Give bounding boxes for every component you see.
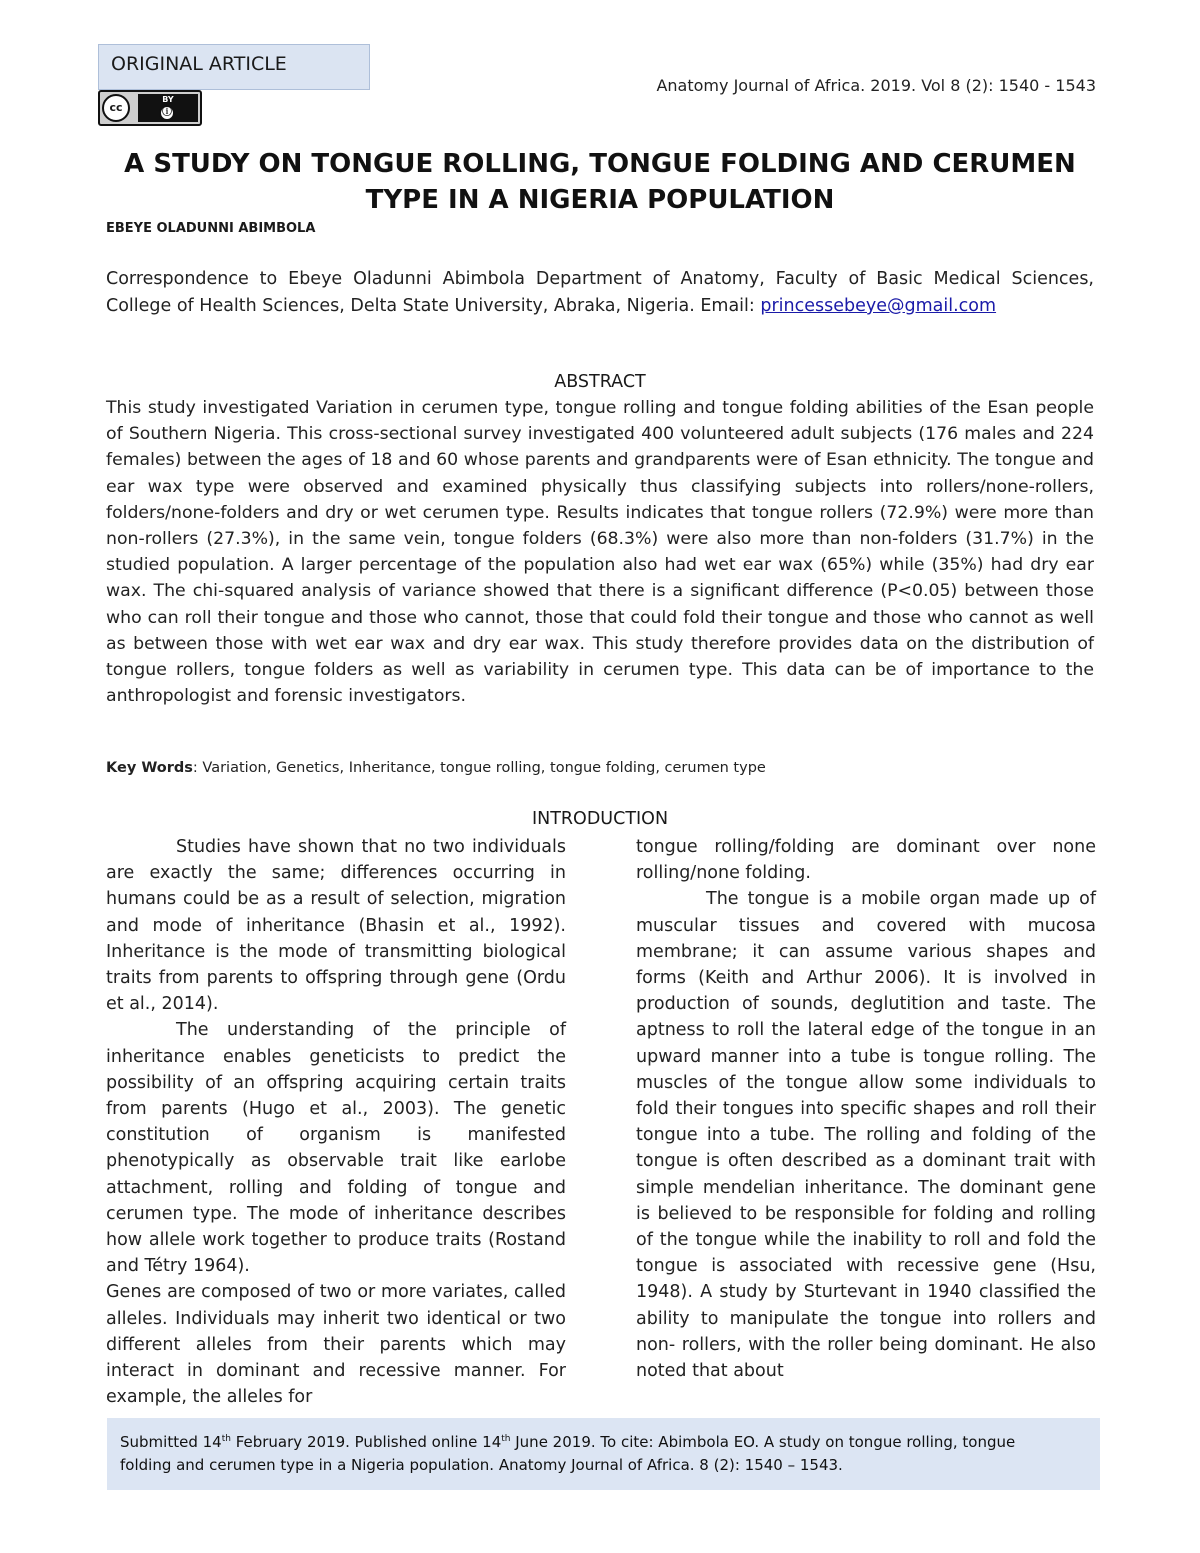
intro-paragraph-2: The understanding of the principle of inheritance enables geneticists to predict the possibility of an offspring acquiring certain traits from parents (Hugo et al., 2003). The genetic constitution of organism is manifested phenotypically as observable trait like earlobe attachment, rolling and folding of tongue and cerumen type. The mode of inheritance describes how allele work together to produce traits (Rostand and Tétry 1964). [106, 1020, 566, 1277]
cc-by-license-icon [98, 90, 202, 126]
keywords-text: Variation, Genetics, Inheritance, tongue rolling, tongue folding, cerumen type [202, 760, 766, 776]
intro-paragraph-5: The tongue is a mobile organ made up of muscular tissues and covered with mucosa membrane; it can assume various shapes and forms (Keith and Arthur 2006). It is involved in production of sounds, deglutition and taste. The aptness to roll the lateral edge of the tongue in an upward manner into a tube is tongue rolling. The muscles of the tongue allow some individuals to fold their tongues into specific shapes and roll their tongue into a tube. The rolling and folding of the tongue is often described as a dominant trait with simple mendelian inheritance. The dominant gene is believed to be responsible for folding and rolling of the tongue while the inability to roll and fold the tongue is associated with recessive gene (Hsu, 1948). A study by Sturtevant in 1940 classified the ability to manipulate the tongue into rollers and non- rollers, with the roller being dominant. He also noted that about [636, 889, 1096, 1382]
introduction-heading: INTRODUCTION [531, 809, 669, 829]
person-icon: ⓘ [159, 105, 175, 121]
author-name: EBEYE OLADUNNI ABIMBOLA [106, 221, 316, 236]
abstract-text: This study investigated Variation in cerumen type, tongue rolling and tongue folding abilities of the Esan people of Southern Nigeria. This cross-sectional survey investigated 400 volunteered adult subjects (176 males and 224 females) between the ages of 18 and 60 whose parents and grandparents were of Esan ethnicity. The tongue and ear wax type were observed and examined physically thus classifying subjects into rollers/none-rollers, folders/none-folders and dry or wet cerumen type. Results indicates that tongue rollers (72.9%) were more than non-rollers (27.3%), in the same vein, tongue folders (68.3%) were also more than non-folders (31.7%) in the studied population. A larger percentage of the population also had wet ear wax (65%) while (35%) had dry ear wax. The chi-squared analysis of variance showed that there is a significant difference (P<0.05) between those who can roll their tongue and those who cannot, those that could fold their tongue and those who cannot as well as between those with wet ear wax and dry ear wax. This study therefore provides data on the distribution of tongue rollers, tongue folders as well as variability in cerumen type. This data can be of importance to the anthropologist and forensic investigators. [106, 398, 1094, 707]
intro-paragraph-1: Studies have shown that no two individuals are exactly the same; differences occurring in humans could be as a result of selection, migration and mode of inheritance (Bhasin et al., 1992). Inheritance is the mode of transmitting biological traits from parents to offspring through gene (Ordu et al., 2014). [106, 837, 566, 1015]
cc-logo-icon: cc [102, 94, 130, 122]
by-attribution-block [138, 94, 198, 122]
correspondence [106, 266, 1094, 320]
article-type-label: ORIGINAL ARTICLE [111, 53, 287, 75]
email-link[interactable]: princessebeye@gmail.com [760, 296, 997, 316]
keywords [106, 760, 766, 776]
abstract-heading: ABSTRACT [554, 372, 646, 392]
by-label: BY [162, 95, 174, 104]
article-title: A STUDY ON TONGUE ROLLING, TONGUE FOLDING AND CERUMEN TYPE IN A NIGERIA POPULATION [124, 149, 1076, 215]
intro-right-column [636, 834, 1096, 1384]
keywords-separator: : [192, 760, 203, 776]
correspondence-text: Correspondence to Ebeye Oladunni Abimbola Department of Anatomy, Faculty of Basic Medical Sciences, College of Health Sciences, Delta State University, Abraka, Nigeria. Email: [106, 269, 1094, 316]
published-text: February 2019. Published online 14 [230, 1433, 502, 1451]
keywords-label: Key Words [106, 760, 193, 776]
intro-left-column [106, 834, 566, 1410]
citation-footer [107, 1418, 1100, 1490]
citation-text: June 2019. To cite: Abimbola EO. A study on tongue rolling, tongue folding and cerumen type in a Nigeria population. Anatomy Journal of Africa. 8 (2): 1540 – 1543. [120, 1433, 1016, 1474]
intro-paragraph-4: tongue rolling/folding are dominant over none rolling/none folding. [636, 837, 1096, 884]
intro-paragraph-3: Genes are composed of two or more variates, called alleles. Individuals may inherit two identical or two different alleles from their parents which may interact in dominant and recessive manner. For example, the alleles for [106, 1282, 566, 1408]
submitted-text: Submitted 14 [120, 1433, 222, 1451]
journal-reference: Anatomy Journal of Africa. 2019. Vol 8 (2): 1540 - 1543 [656, 76, 1096, 95]
article-type-badge [98, 44, 370, 90]
sup-th-2: th [501, 1434, 511, 1444]
sup-th-1: th [221, 1434, 231, 1444]
